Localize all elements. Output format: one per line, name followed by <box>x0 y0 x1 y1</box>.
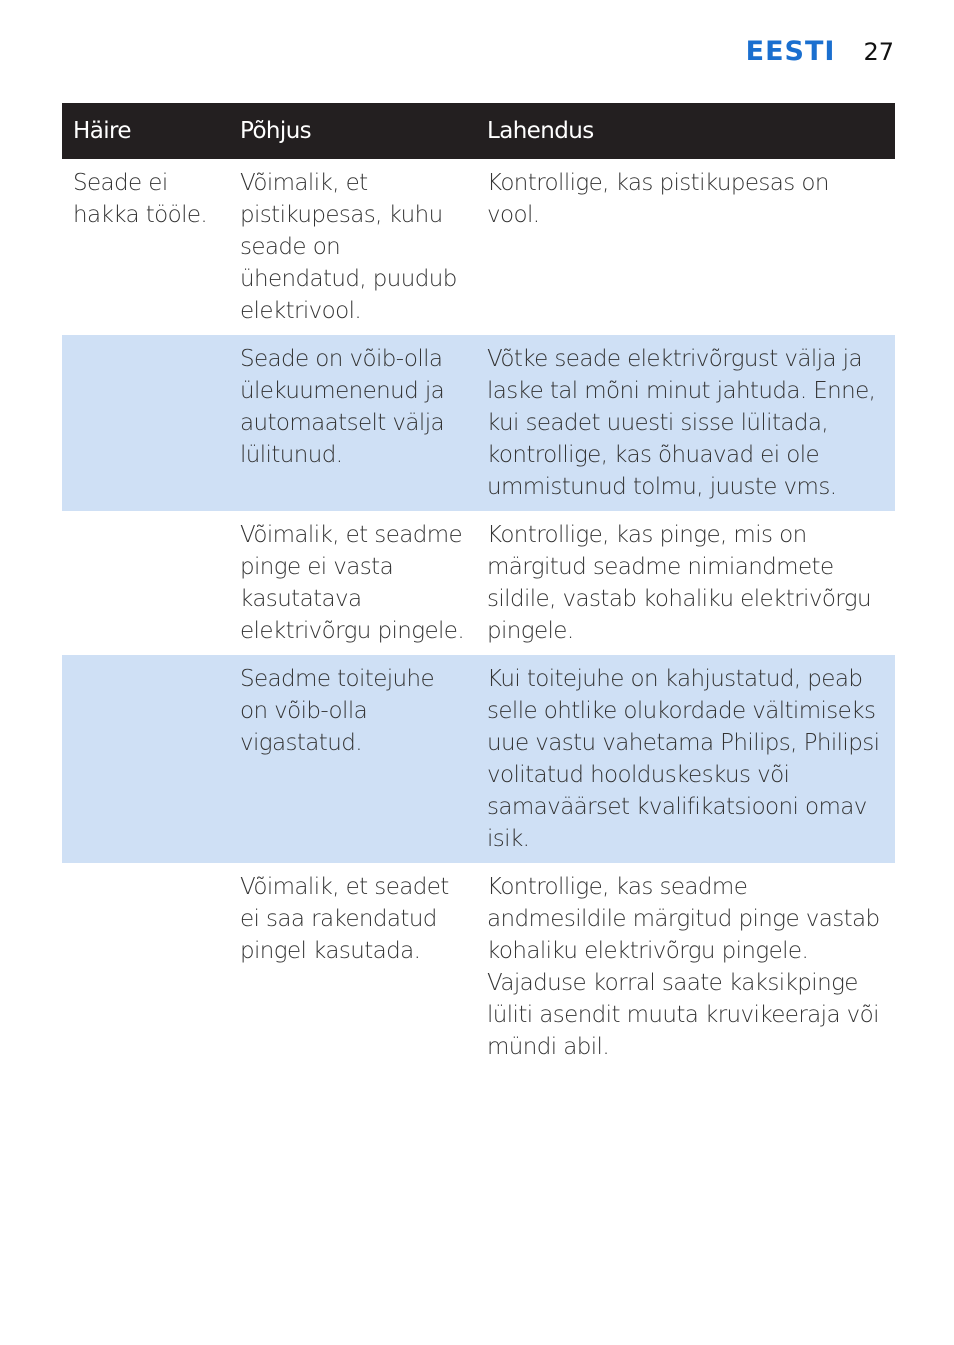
table-row <box>62 511 895 655</box>
page-header <box>746 36 894 67</box>
column-header-cause: Põhjus <box>229 103 476 159</box>
table-header-row <box>62 103 895 159</box>
language-label: EESTI <box>745 36 836 67</box>
problem-cell <box>62 655 229 863</box>
troubleshooting-table <box>62 103 895 1071</box>
problem-cell: Seade ei hakka tööle. <box>73 170 208 228</box>
cause-cell: Seade on võib-olla ülekuumenenud ja automaatselt välja lülitunud. <box>229 335 476 511</box>
page-number: 27 <box>863 38 894 66</box>
cause-cell: Võimalik, et seadet ei saa rakendatud pingel kasutada. <box>240 874 449 964</box>
problem-cell <box>62 335 229 511</box>
problem-cell <box>62 863 229 1071</box>
solution-cell: Kontrollige, kas pistikupesas on vool. <box>487 170 829 228</box>
solution-cell: Võtke seade elektrivõrgust välja ja laske tal mõni minut jahtuda. Enne, kui seadet uuesti sisse lülitada, kontrollige, kas õhuavad ei ole ummistunud tolmu, juuste vms. <box>476 335 895 511</box>
solution-cell: Kui toitejuhe on kahjustatud, peab selle ohtlike olukordade vältimiseks uue vastu vahetama Philips, Philipsi volitatud hoolduskeskus või samaväärset kvalifikatsiooni omav isik. <box>476 655 895 863</box>
solution-cell: Kontrollige, kas seadme andmesildile märgitud pinge vastab kohaliku elektrivõrgu pingele. Vajaduse korral saate kaksikpinge lüliti asendit muuta kruvikeeraja või mündi abil. <box>487 874 880 1060</box>
table-row <box>62 159 895 335</box>
table-row <box>62 863 895 1071</box>
column-header-solution: Lahendus <box>476 103 895 159</box>
cause-cell: Seadme toitejuhe on võib-olla vigastatud. <box>229 655 476 863</box>
table-row <box>62 335 895 511</box>
column-header-problem: Häire <box>62 103 229 159</box>
solution-cell: Kontrollige, kas pinge, mis on märgitud seadme nimiandmete sildile, vastab kohaliku elektrivõrgu pingele. <box>487 522 871 644</box>
cause-cell: Võimalik, et seadme pinge ei vasta kasutatava elektrivõrgu pingele. <box>240 522 465 644</box>
cause-cell: Võimalik, et pistikupesas, kuhu seade on ühendatud, puudub elektrivool. <box>240 170 457 324</box>
table-row <box>62 655 895 863</box>
problem-cell <box>62 511 229 655</box>
